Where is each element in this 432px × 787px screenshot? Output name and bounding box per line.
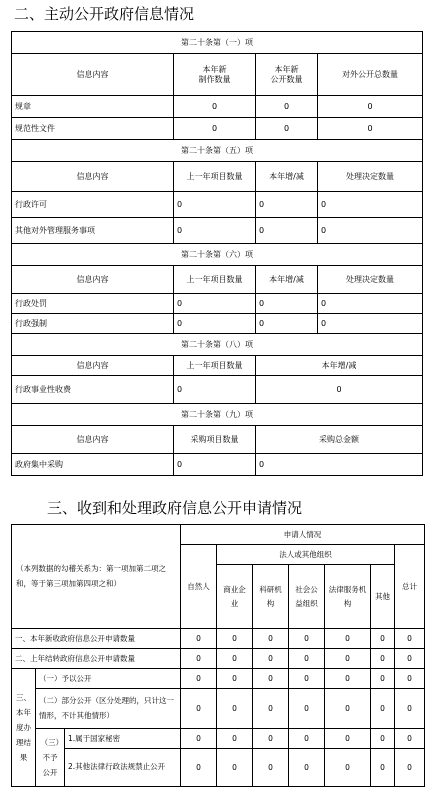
natural-person-header: 自然人 (181, 545, 217, 629)
cell-value: 0 (371, 689, 395, 729)
col-header: 其他 (371, 565, 395, 629)
cell-value: 0 (289, 629, 325, 649)
cell-value: 0 (174, 218, 256, 244)
row-label: 规范性文件 (12, 118, 174, 140)
cell-value: 0 (181, 649, 217, 669)
row-label: 二、上年结转政府信息公开申请数量 (12, 649, 181, 669)
table-row (12, 294, 423, 314)
col-header: 上一年项目数量 (174, 356, 256, 376)
row-label: （二）部分公开（区分处理的，只计这一情形，不计其他情形） (36, 689, 181, 729)
col-header: 本年新 制作数量 (174, 54, 256, 96)
cell-value: 0 (253, 729, 289, 749)
cell-value: 0 (217, 669, 253, 689)
cell-value: 0 (174, 294, 256, 314)
cell-value: 0 (253, 669, 289, 689)
col-header: 本年增/减 (256, 356, 423, 376)
row-label: 一、本年新收政府信息公开申请数量 (12, 629, 181, 649)
applicant-header: 申请人情况 (181, 525, 425, 545)
col-header: 法律服务机构 (325, 565, 371, 629)
cell-value: 0 (256, 376, 423, 404)
row-label: 规章 (12, 96, 174, 118)
col-header: 上一年项目数量 (174, 266, 256, 294)
cell-value: 0 (174, 376, 256, 404)
col-header: 对外公开总数量 (318, 54, 423, 96)
table-row (12, 192, 423, 218)
cell-value: 0 (395, 749, 425, 787)
proactive-disclosure-table (11, 31, 423, 476)
cell-value: 0 (289, 649, 325, 669)
cell-value: 0 (256, 294, 318, 314)
article-20-9-title: 第二十条第（九）项 (12, 404, 423, 426)
cell-value: 0 (256, 118, 318, 140)
row-label: （一）予以公开 (36, 669, 181, 689)
total-header: 总计 (395, 545, 425, 629)
cell-value: 0 (289, 669, 325, 689)
cell-value: 0 (217, 649, 253, 669)
article-20-8-title: 第二十条第（八）项 (12, 334, 423, 356)
cell-value: 0 (371, 669, 395, 689)
col-header: 信息内容 (12, 266, 174, 294)
table-row (12, 629, 425, 649)
cell-value: 0 (174, 96, 256, 118)
section-2-heading: 二、主动公开政府信息情况 (14, 5, 195, 23)
table-row (12, 669, 425, 689)
application-table (11, 524, 425, 787)
cell-value: 0 (395, 649, 425, 669)
table-row (12, 218, 423, 244)
cell-value: 0 (395, 669, 425, 689)
row-label: 2.其他法律行政法规禁止公开 (65, 749, 181, 787)
cell-value: 0 (318, 314, 423, 334)
cell-value: 0 (325, 749, 371, 787)
cell-value: 0 (181, 629, 217, 649)
cell-value: 0 (256, 314, 318, 334)
col-header: 信息内容 (12, 54, 174, 96)
cell-value: 0 (181, 669, 217, 689)
table-row (12, 689, 425, 729)
row-label: 政府集中采购 (12, 454, 174, 476)
cell-value: 0 (325, 629, 371, 649)
table-row (12, 454, 423, 476)
cell-value: 0 (174, 314, 256, 334)
cell-value: 0 (318, 118, 423, 140)
cell-value: 0 (253, 649, 289, 669)
cell-value: 0 (371, 749, 395, 787)
col-header: 采购项目数量 (174, 426, 256, 454)
cell-value: 0 (325, 649, 371, 669)
cell-value: 0 (217, 629, 253, 649)
table-row (12, 749, 425, 787)
col-header: 采购总金额 (256, 426, 423, 454)
table-row (12, 118, 423, 140)
cell-value: 0 (371, 649, 395, 669)
result-group-label: 三、本年度办理结果 (12, 669, 36, 787)
accounting-note: （本列数据的勾稽关系为：第一项加第二项之和，等于第三项加第四项之和） (12, 525, 181, 629)
cell-value: 0 (256, 454, 423, 476)
cell-value: 0 (253, 689, 289, 729)
cell-value: 0 (289, 749, 325, 787)
cell-value: 0 (174, 118, 256, 140)
table-row (12, 314, 423, 334)
row-label: 行政处罚 (12, 294, 174, 314)
cell-value: 0 (174, 454, 256, 476)
table-row (12, 649, 425, 669)
table-row (12, 376, 423, 404)
cell-value: 0 (217, 689, 253, 729)
article-20-1-title: 第二十条第（一）项 (12, 32, 423, 54)
cell-value: 0 (253, 749, 289, 787)
row-label: 行政事业性收费 (12, 376, 174, 404)
section-3-heading: 三、收到和处理政府信息公开申请情况 (47, 499, 303, 517)
row-label: 行政强制 (12, 314, 174, 334)
cell-value: 0 (325, 669, 371, 689)
cell-value: 0 (181, 729, 217, 749)
cell-value: 0 (256, 218, 318, 244)
row-label: 1.属于国家秘密 (65, 729, 181, 749)
cell-value: 0 (395, 729, 425, 749)
withheld-group-label: （三）不予公开 (36, 729, 65, 787)
cell-value: 0 (318, 294, 423, 314)
cell-value: 0 (325, 729, 371, 749)
col-header: 本年增/减 (256, 162, 318, 192)
cell-value: 0 (318, 218, 423, 244)
cell-value: 0 (318, 192, 423, 218)
cell-value: 0 (181, 749, 217, 787)
col-header: 处理决定数量 (318, 162, 423, 192)
col-header: 信息内容 (12, 426, 174, 454)
cell-value: 0 (371, 629, 395, 649)
col-header: 商业企业 (217, 565, 253, 629)
cell-value: 0 (289, 689, 325, 729)
col-header: 处理决定数量 (318, 266, 423, 294)
col-header: 社会公益组织 (289, 565, 325, 629)
legal-group-header: 法人或其他组织 (217, 545, 395, 565)
col-header: 上一年项目数量 (174, 162, 256, 192)
cell-value: 0 (256, 192, 318, 218)
row-label: 其他对外管理服务事项 (12, 218, 174, 244)
cell-value: 0 (395, 689, 425, 729)
col-header: 本年新 公开数量 (256, 54, 318, 96)
article-20-5-title: 第二十条第（五）项 (12, 140, 423, 162)
cell-value: 0 (289, 729, 325, 749)
article-20-6-title: 第二十条第（六）项 (12, 244, 423, 266)
col-header: 信息内容 (12, 356, 174, 376)
col-header: 科研机构 (253, 565, 289, 629)
col-header: 信息内容 (12, 162, 174, 192)
row-label: 行政许可 (12, 192, 174, 218)
col-header: 本年增/减 (256, 266, 318, 294)
cell-value: 0 (371, 729, 395, 749)
cell-value: 0 (174, 192, 256, 218)
cell-value: 0 (253, 629, 289, 649)
cell-value: 0 (181, 689, 217, 729)
cell-value: 0 (395, 629, 425, 649)
cell-value: 0 (256, 96, 318, 118)
cell-value: 0 (217, 729, 253, 749)
table-row (12, 729, 425, 749)
cell-value: 0 (325, 689, 371, 729)
cell-value: 0 (318, 96, 423, 118)
cell-value: 0 (217, 749, 253, 787)
table-row (12, 96, 423, 118)
